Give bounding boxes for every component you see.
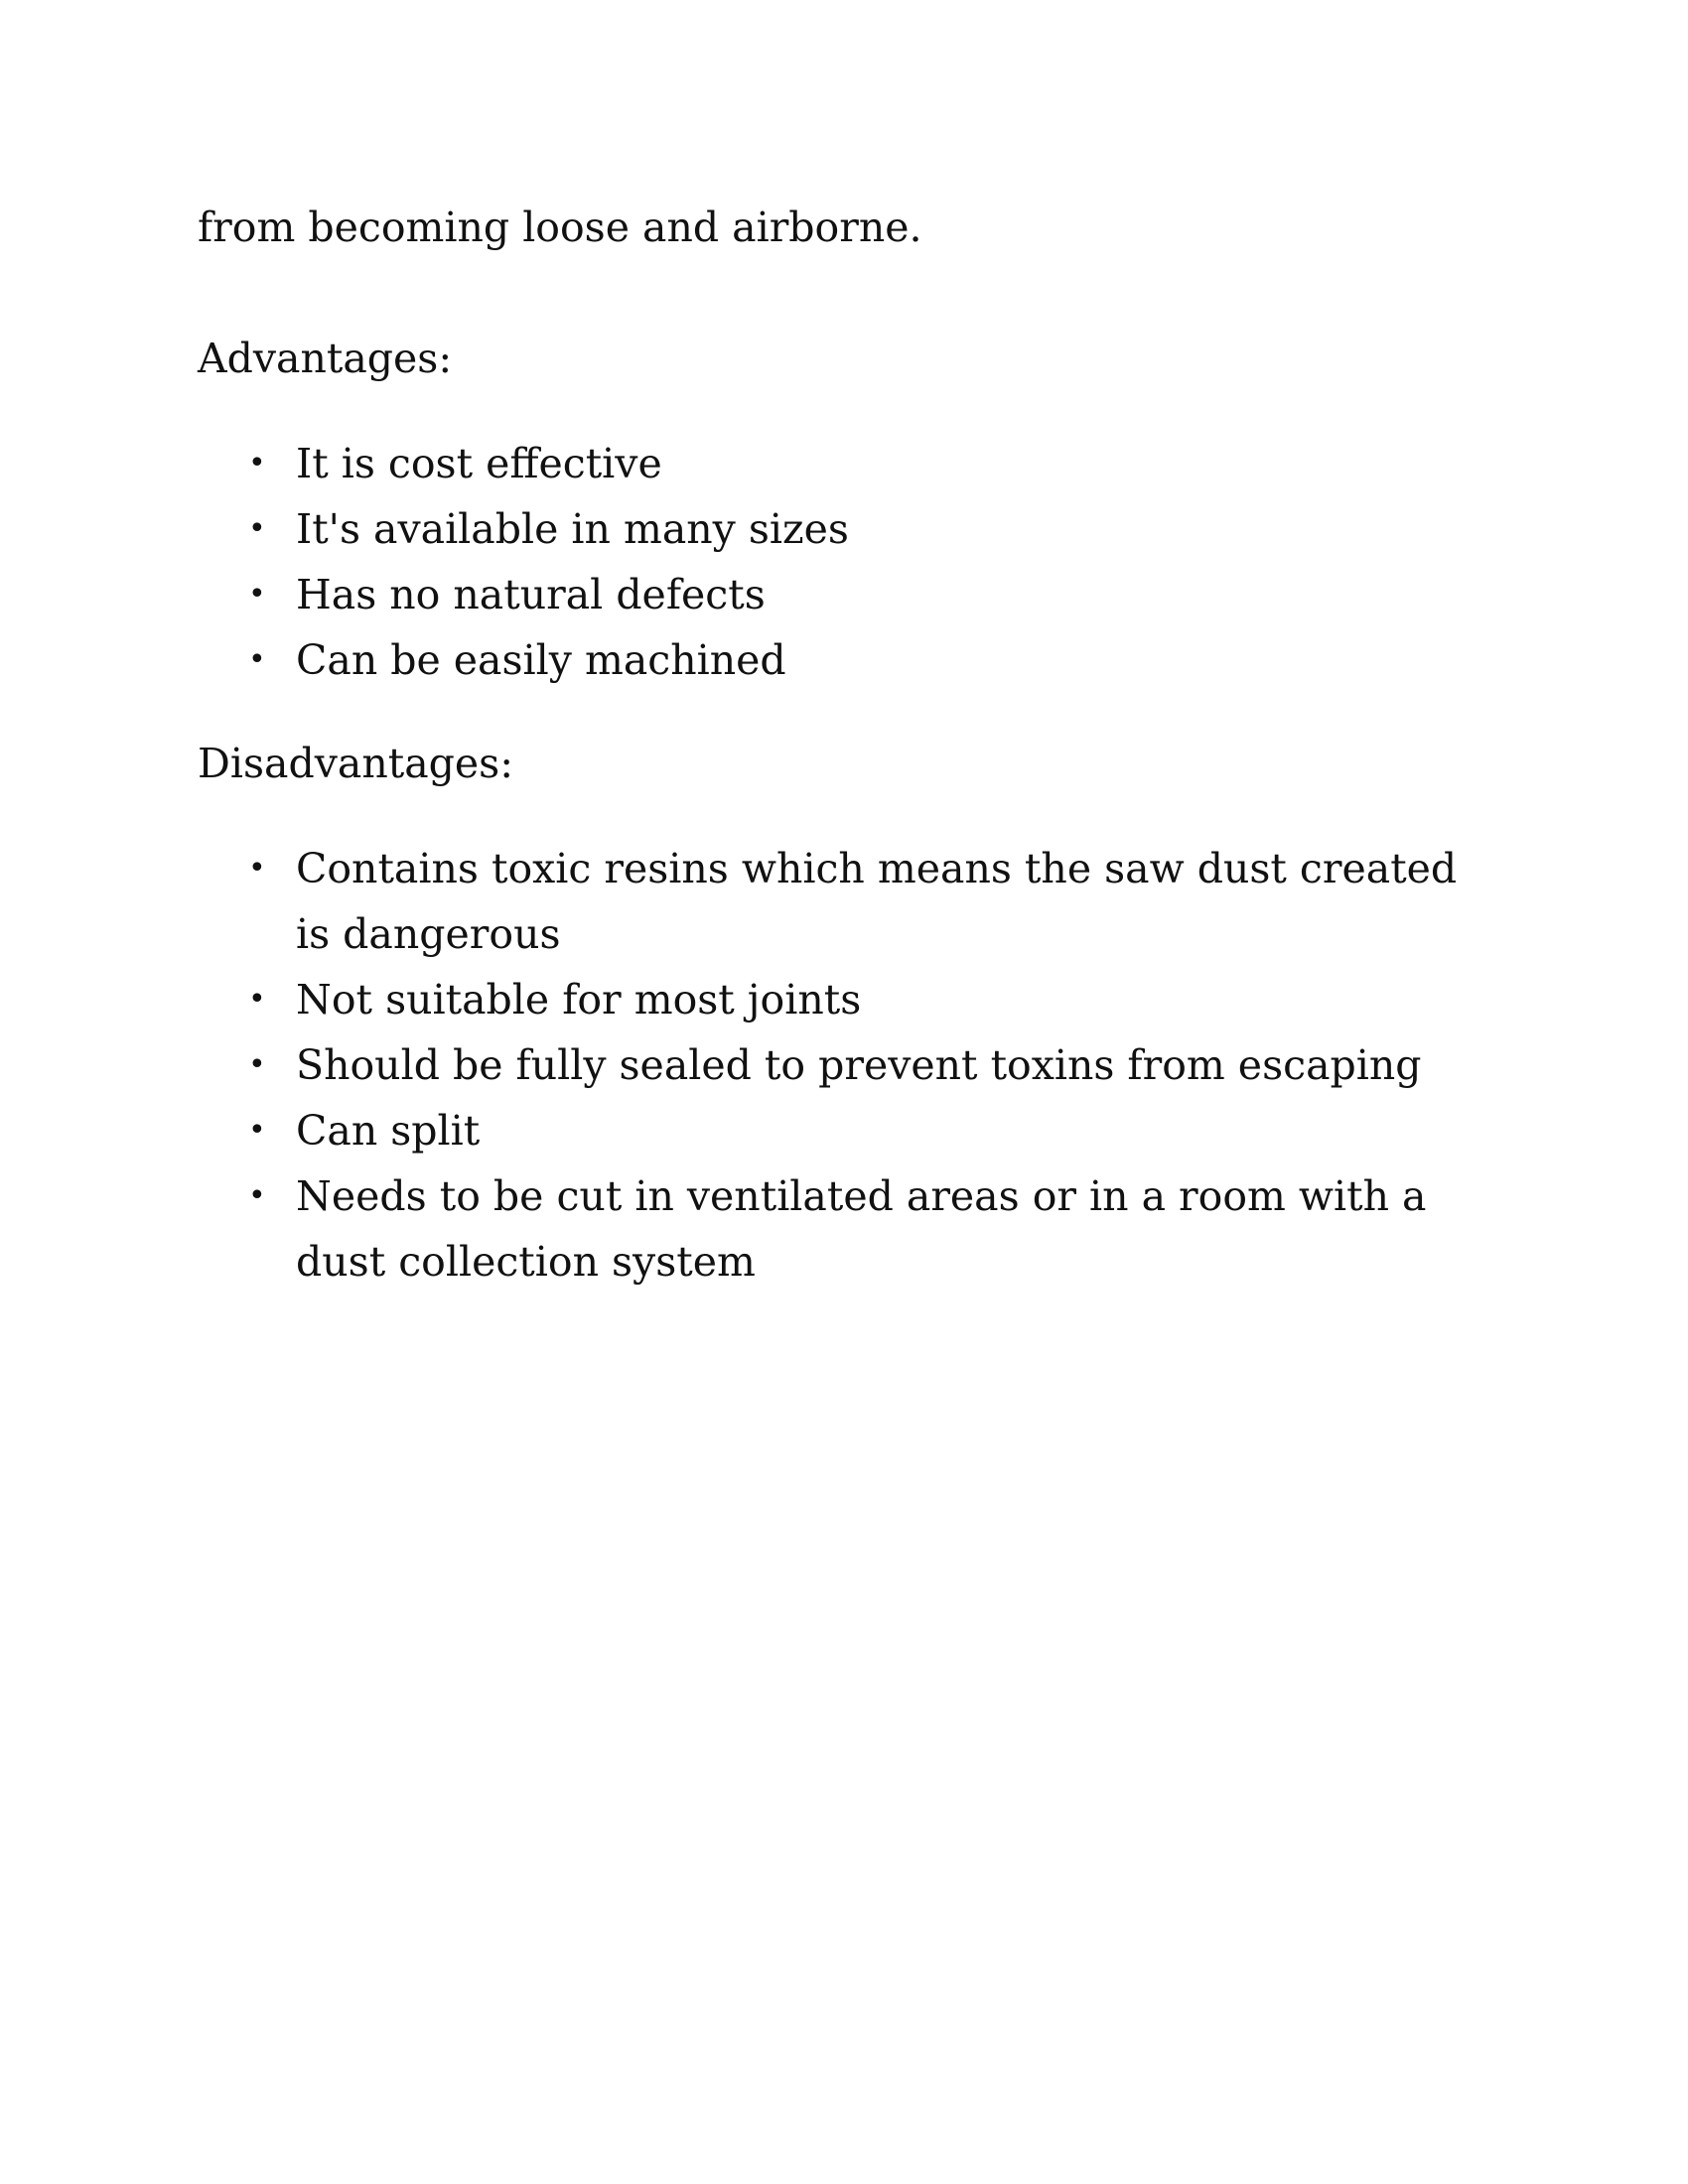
bullet-icon: • <box>248 1178 266 1213</box>
list-item-text: Should be fully sealed to prevent toxins from escaping <box>296 1041 1422 1089</box>
bullet-icon: • <box>248 982 266 1017</box>
list-item <box>198 431 1488 496</box>
list-item-text: It is cost effective <box>296 440 662 487</box>
list-item-text: Can be easily machined <box>296 636 786 684</box>
list-item <box>198 836 1488 967</box>
bullet-icon: • <box>248 1113 266 1148</box>
advantages-list <box>198 431 1488 693</box>
list-item-text: Contains toxic resins which means the saw dust created is dangerous <box>296 845 1458 958</box>
list-item <box>198 1098 1488 1163</box>
bullet-icon: • <box>248 446 266 480</box>
bullet-icon: • <box>248 851 266 886</box>
bullet-icon: • <box>248 511 266 546</box>
bullet-icon: • <box>248 577 266 612</box>
bullet-icon: • <box>248 1047 266 1082</box>
list-item <box>198 496 1488 562</box>
list-item <box>198 967 1488 1032</box>
disadvantages-heading: Disadvantages: <box>198 740 514 787</box>
disadvantages-list <box>198 836 1488 1295</box>
list-item-text: Needs to be cut in ventilated areas or in a room with a dust collection system <box>296 1172 1427 1286</box>
list-item <box>198 627 1488 693</box>
advantages-heading: Advantages: <box>198 335 453 382</box>
list-item <box>198 562 1488 627</box>
list-item-text: Not suitable for most joints <box>296 976 862 1024</box>
list-item <box>198 1032 1488 1098</box>
list-item-text: Has no natural defects <box>296 571 766 618</box>
list-item <box>198 1163 1488 1295</box>
document-body <box>198 195 1488 1295</box>
list-item-text: Can split <box>296 1107 481 1155</box>
intro-paragraph: from becoming loose and airborne. <box>198 204 922 251</box>
bullet-icon: • <box>248 642 266 677</box>
list-item-text: It's available in many sizes <box>296 505 849 553</box>
